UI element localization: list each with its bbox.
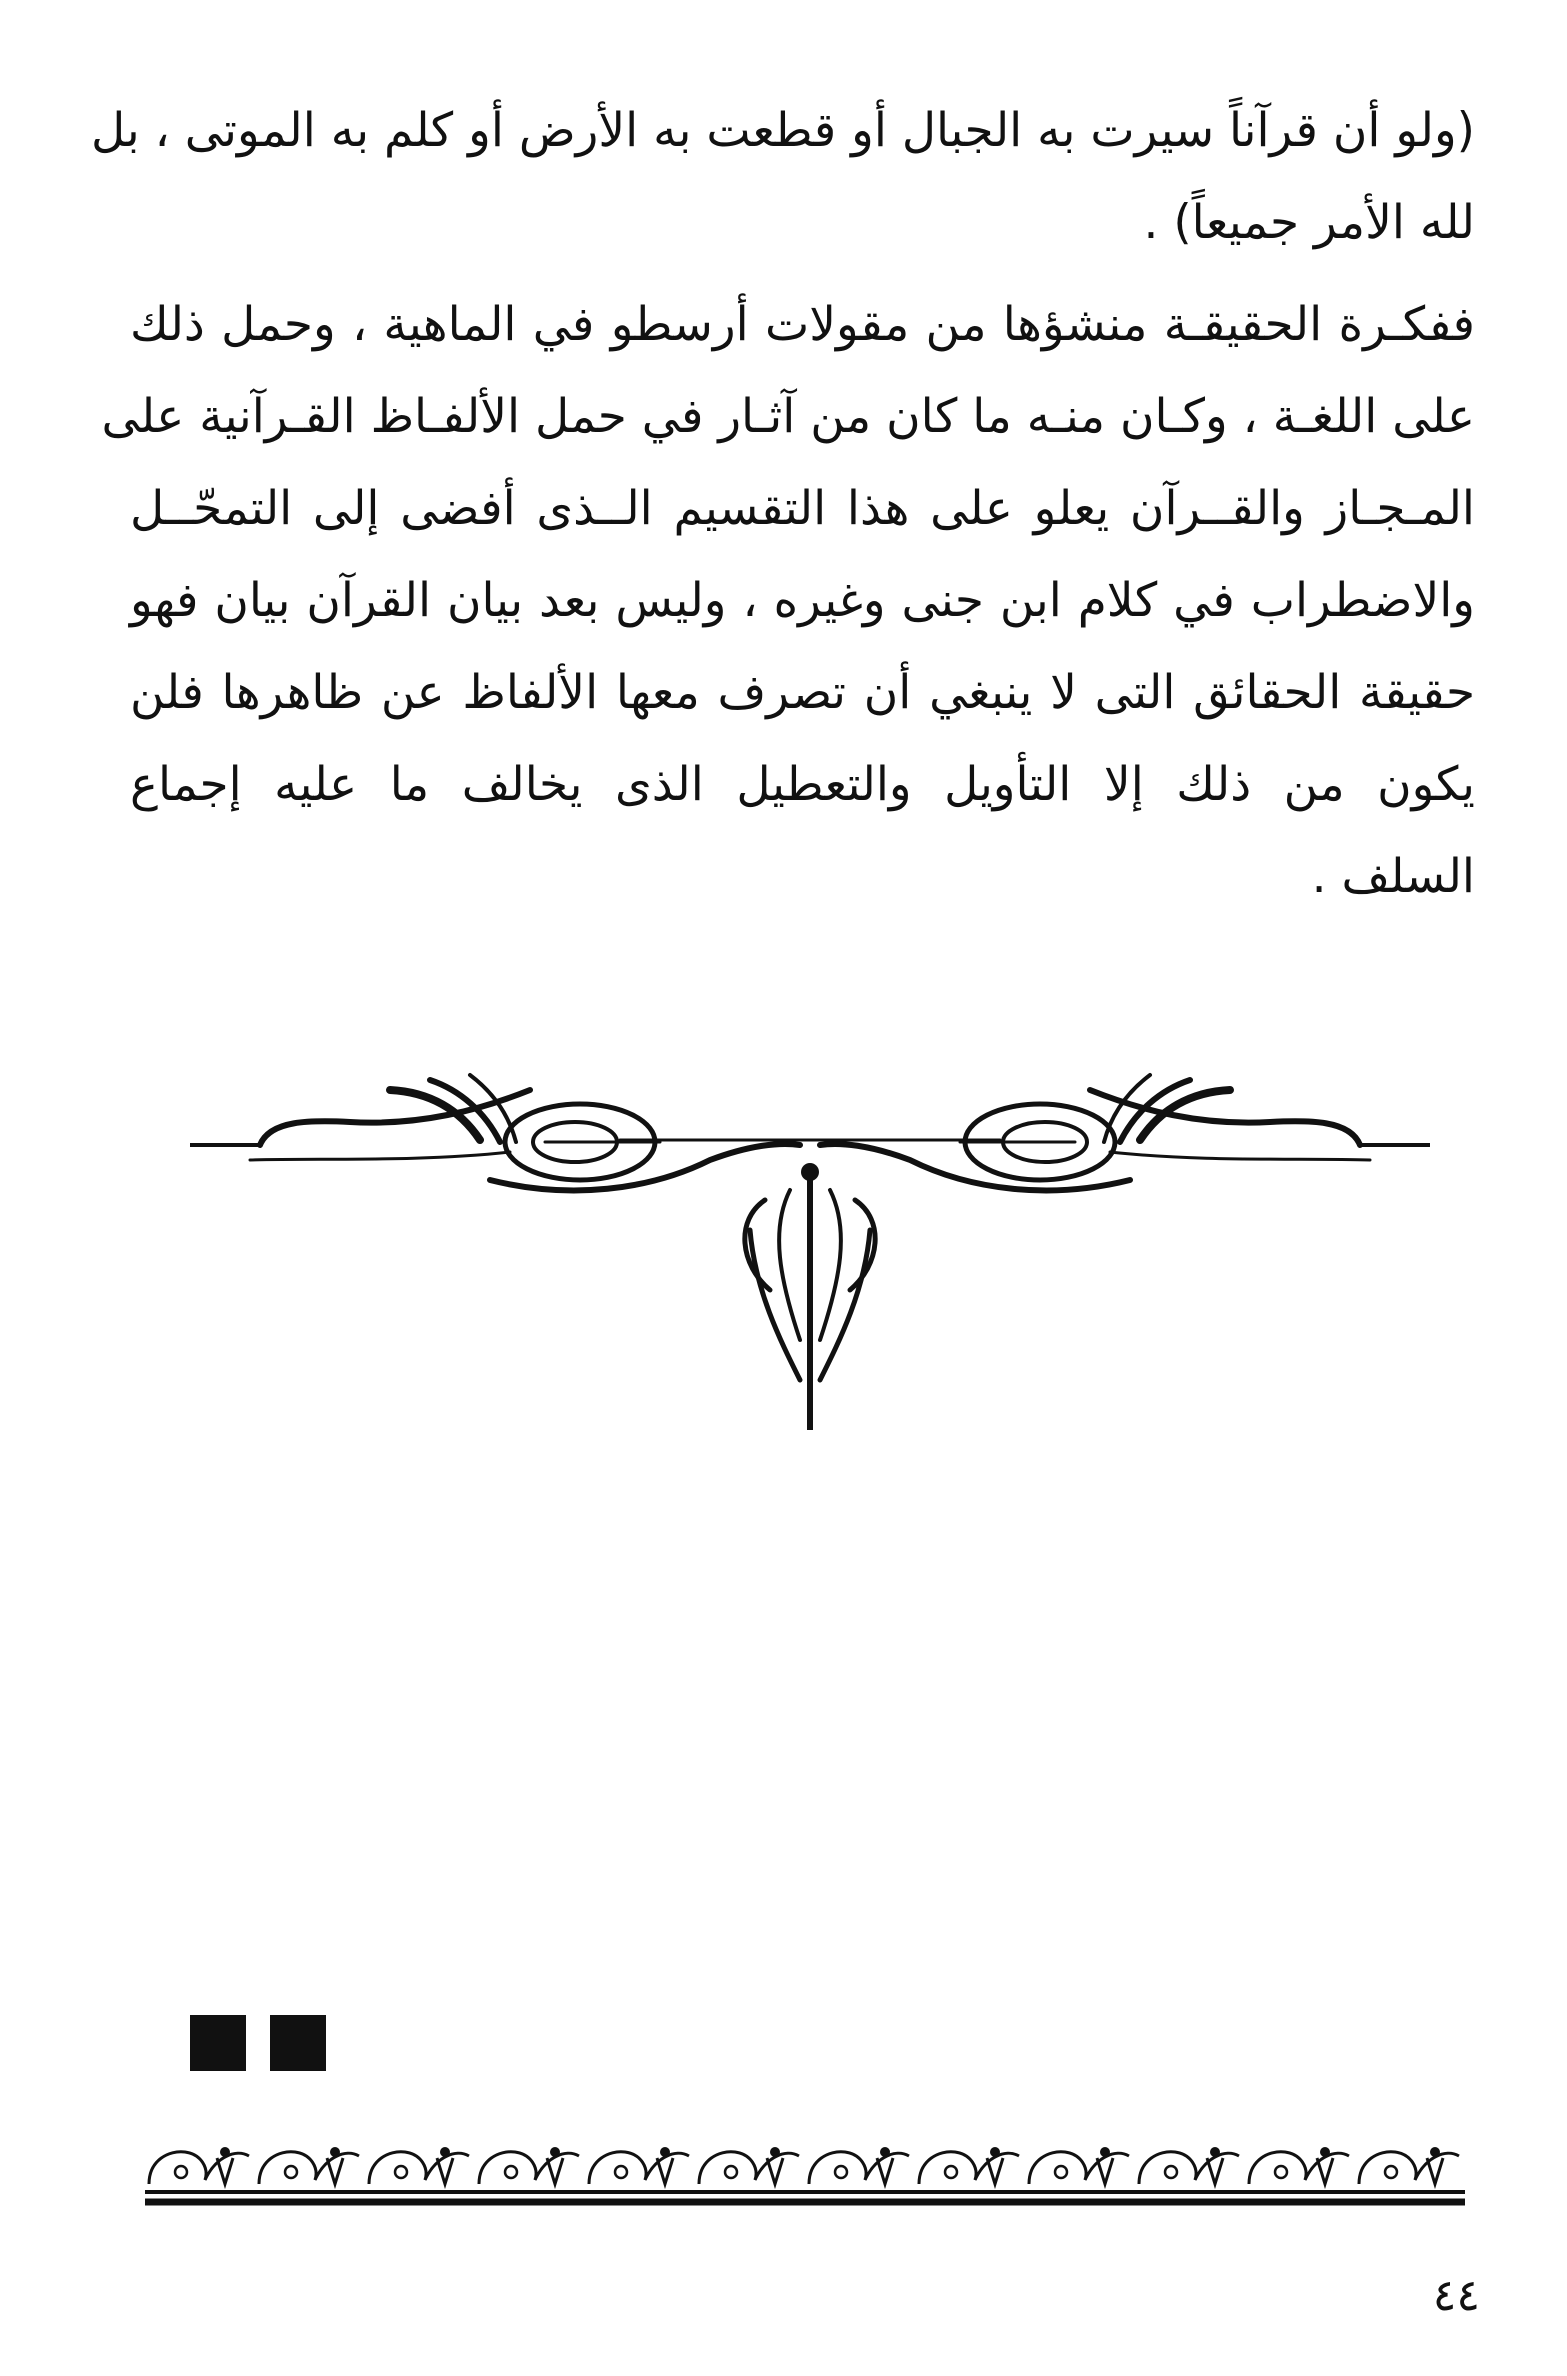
quran-verse-line-1: (ولو أن قرآناً سيرت به الجبال أو قطعت به الأرض أو كلم به الموتى ، بل: [91, 103, 1475, 158]
paragraph-line-6: يكون من ذلك إلا التأويل والتعطيل الذى يخالف ما عليه إجماع: [130, 757, 1475, 812]
body-text: [91, 85, 1475, 923]
paragraph-line-4: والاضطراب في كلام ابن جنى وغيره ، وليس بعد بيان القرآن بيان فهو: [130, 573, 1475, 628]
scroll-flourish-ornament-icon: [190, 1050, 1430, 1430]
quran-verse-line-2: لله الأمر جميعاً) .: [1143, 195, 1475, 250]
paragraph-line-5: حقيقة الحقائق التى لا ينبغي أن تصرف معها الألفاظ عن ظاهرها فلن: [130, 665, 1475, 720]
paragraph-line-1: ففكـرة الحقيقـة منشؤها من مقولات أرسطو في الماهية ، وحمل ذلك: [130, 297, 1475, 352]
paragraph-line-3: المـجـاز والقــرآن يعلو على هذا التقسيم الــذى أفضى إلى التمحّــل: [130, 481, 1475, 536]
square-bullet-icon: [190, 2015, 340, 2075]
page-number: ٤٤: [1432, 2270, 1480, 2321]
paragraph-spacer: [130, 269, 1475, 279]
square-icon: [270, 2015, 326, 2071]
decorative-border-band-icon: [145, 2138, 1465, 2218]
paragraph-line-2: على اللغـة ، وكـان منـه ما كان من آثـار في حمل الألفـاظ القـرآنية على: [101, 389, 1475, 444]
paragraph-line-7: السلف .: [1311, 849, 1475, 904]
square-icon: [190, 2015, 246, 2071]
